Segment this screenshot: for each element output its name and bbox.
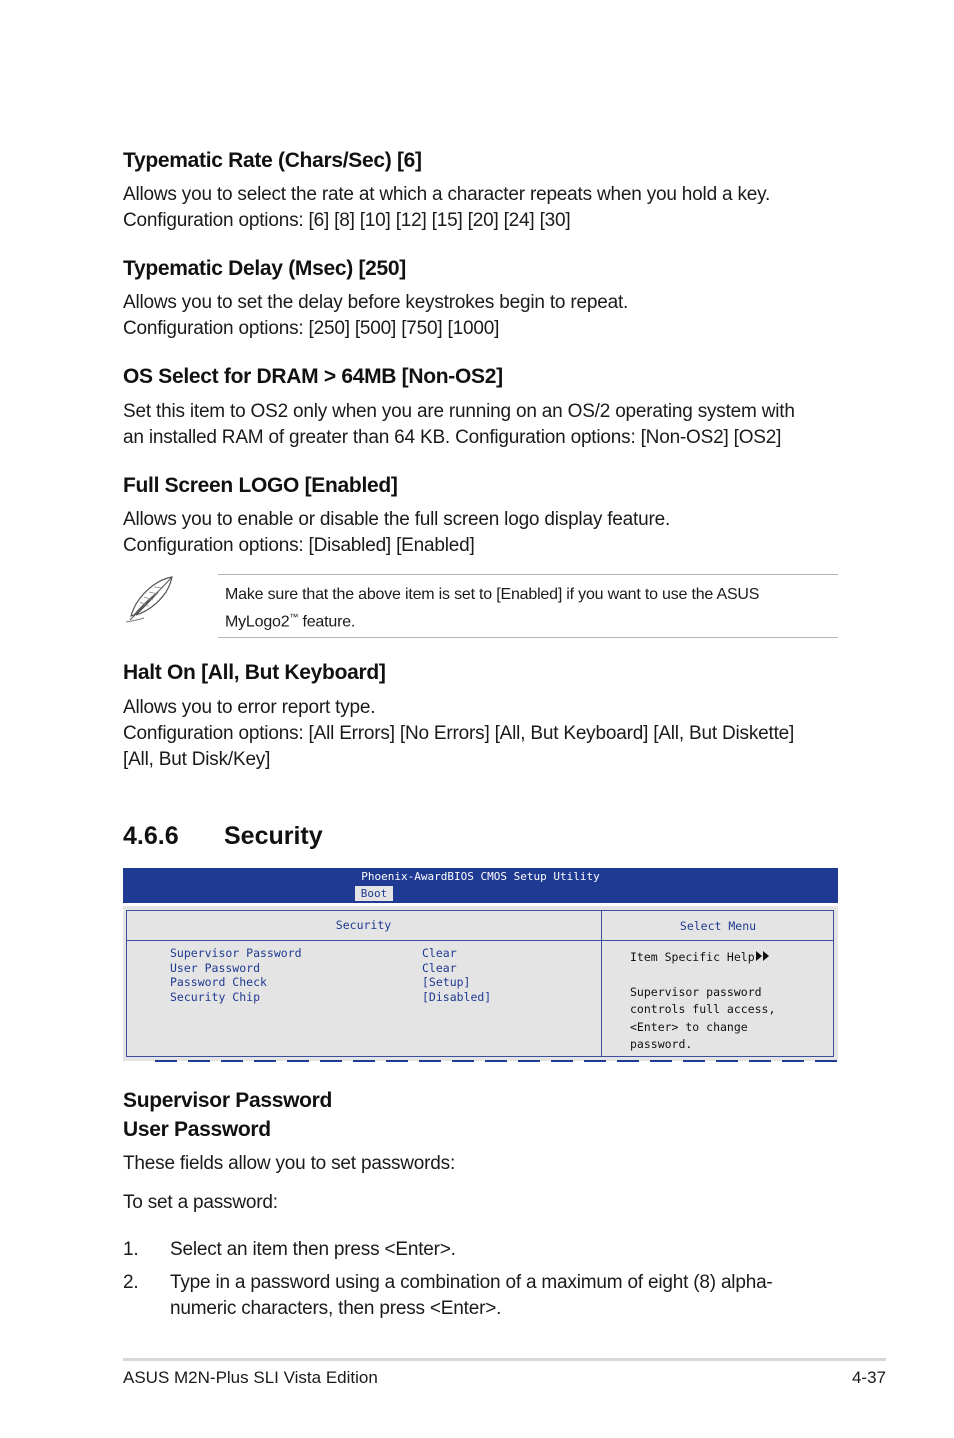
bios-item-values [422,946,491,1005]
section-body-typematic-delay [123,290,628,342]
bios-item-password-check[interactable]: Password Check [170,975,267,990]
section-body-halt-on [123,695,794,773]
bios-value-user-password[interactable]: Clear [422,960,457,975]
section-heading-os-select: OS Select for DRAM > 64MB [Non-OS2] [123,365,503,388]
note-feature: feature. [298,613,356,631]
bios-item-user-password[interactable]: User Password [170,960,261,975]
body-line: Allows you to select the rate at which a character repeats when you hold a key. [123,184,771,205]
note-line: Make sure that the above item is set to [Enabled] if you want to use the ASUS [225,586,760,603]
body-line: Configuration options: [250] [500] [750] [1000] [123,318,500,339]
password-intro [123,1151,455,1177]
heading-user-password: User Password [123,1118,271,1141]
section-heading-full-screen-logo: Full Screen LOGO [Enabled] [123,474,398,497]
section-number: 4.6.6 [123,822,179,850]
bios-panel-title: Security [335,918,392,932]
note-trademark: ™ [289,612,299,622]
bios-item-supervisor-password[interactable]: Supervisor Password [170,946,302,960]
bios-value-password-check[interactable]: [Setup] [422,975,471,990]
bios-value-security-chip[interactable]: [Disabled] [422,990,492,1005]
note-top-rule [218,574,838,575]
body-line: Allows you to enable or disable the full screen logo display feature. [123,509,671,530]
step-line: Select an item then press <Enter>. [170,1239,456,1260]
password-lead [123,1190,278,1216]
bios-help-line: <Enter> to change [630,1019,748,1034]
body-line: Allows you to set the delay before keystrokes begin to repeat. [123,292,629,313]
body-line: Configuration options: [Disabled] [Enabled] [123,535,475,556]
step-text-1 [170,1237,456,1263]
step-line: Type in a password using a combination of a maximum of eight (8) alpha- [170,1272,773,1293]
note-feather-icon [122,574,176,624]
footer-page-number: 4-37 [851,1368,886,1387]
section-body-os-select [123,399,795,451]
step-line: numeric characters, then press <Enter>. [170,1298,502,1319]
footer-rule [123,1358,886,1361]
note-line [225,606,835,633]
body-line: an installed RAM of greater than 64 KB. Configuration options: [Non-OS2] [OS2] [123,427,782,448]
body-line: To set a password: [123,1192,278,1213]
bios-help-line: controls full access, [630,1002,776,1017]
bios-help-line: Supervisor password [630,985,762,999]
bios-help-title: Select Menu [679,919,757,933]
heading-supervisor-password: Supervisor Password [123,1089,333,1112]
bios-help-heading [630,950,772,964]
body-line: Configuration options: [6] [8] [10] [12] [15] [20] [24] [30] [123,210,571,231]
section-heading-typematic-rate: Typematic Rate (Chars/Sec) [6] [123,149,422,172]
section-heading-typematic-delay: Typematic Delay (Msec) [250] [123,257,406,280]
step-number-2: 2. [123,1272,139,1293]
body-line: [All, But Disk/Key] [123,749,271,770]
bios-help-line: password. [630,1036,693,1051]
bios-help-text [630,984,775,1053]
bios-title-bar: Phoenix-AwardBIOS CMOS Setup Utility [123,868,838,886]
body-line: Set this item to OS2 only when you are running on an OS/2 operating system with [123,401,795,422]
section-title-security: Security [224,822,323,850]
double-arrow-right-icon [756,951,772,961]
note-bottom-rule [218,637,838,638]
body-line: Configuration options: [All Errors] [No Errors] [All, But Keyboard] [All, But Diskette] [123,723,795,744]
bios-item-labels [170,946,302,1005]
bios-tab-boot[interactable]: Boot [355,886,393,901]
bios-divider-horizontal [126,940,834,941]
step-text-2 [170,1270,773,1322]
note-text [225,583,835,633]
bios-value-supervisor-password[interactable]: Clear [422,946,457,960]
bios-bottom-dashes [123,1060,838,1062]
body-line: Allows you to error report type. [123,697,376,718]
section-body-typematic-rate [123,182,770,234]
section-heading-halt-on: Halt On [All, But Keyboard] [123,661,386,684]
note-mylogo: MyLogo2 [225,613,290,631]
bios-help-heading-text: Item Specific Help [630,950,755,964]
step-number-1: 1. [123,1239,139,1260]
section-body-full-screen-logo [123,507,670,559]
bios-item-security-chip[interactable]: Security Chip [170,990,261,1005]
body-line: These fields allow you to set passwords: [123,1153,456,1174]
footer-product-name: ASUS M2N-Plus SLI Vista Edition [123,1368,378,1387]
bios-menu-bar [123,886,838,903]
